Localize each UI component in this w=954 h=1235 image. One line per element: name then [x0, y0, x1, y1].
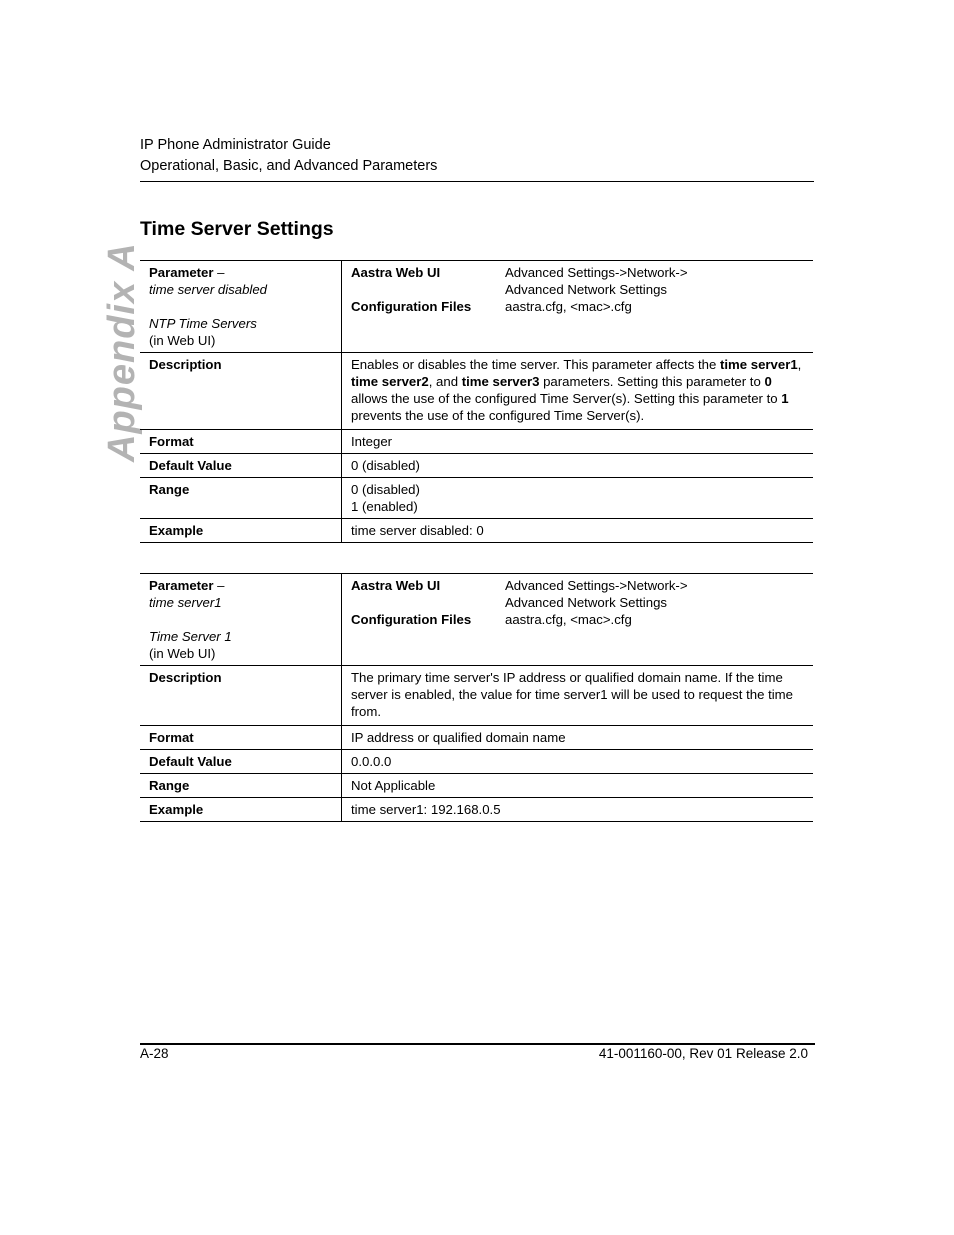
parameter-label: Parameter [149, 578, 214, 593]
default-value: 0.0.0.0 [342, 750, 814, 774]
parameter-cell [140, 574, 342, 666]
example-value: time server disabled: 0 [342, 519, 814, 543]
appendix-side-tab [101, 242, 143, 462]
table-row-description [140, 666, 813, 726]
range-label: Range [140, 774, 342, 798]
parameter-name: time server disabled [149, 282, 268, 297]
parameter-name: time server1 [149, 595, 222, 610]
format-value: Integer [342, 430, 814, 454]
webui-label: Aastra Web UI [351, 578, 441, 593]
example-label: Example [140, 519, 342, 543]
parameter-cell [140, 261, 342, 353]
default-label: Default Value [140, 454, 342, 478]
table-row-example [140, 519, 813, 543]
parameter-table-time-server-disabled [140, 260, 813, 543]
example-label: Example [140, 798, 342, 822]
parameter-label: Parameter [149, 265, 214, 280]
table-row-parameter [140, 261, 813, 353]
table-row-default [140, 454, 813, 478]
format-label: Format [140, 726, 342, 750]
webui-note: (in Web UI) [149, 646, 216, 661]
document-id: 41-001160-00, Rev 01 Release 2.0 [598, 1046, 808, 1061]
range-value: Not Applicable [342, 774, 814, 798]
table-row-default [140, 750, 813, 774]
webui-note: (in Web UI) [149, 333, 216, 348]
range-line2: 1 (enabled) [351, 499, 418, 514]
webui-label: Aastra Web UI [351, 265, 441, 280]
config-files-label: Configuration Files [351, 299, 472, 314]
description-value: The primary time server's IP address or qualified domain name. If the time server is enabled, the value for time server1 will be used to request the time from. [342, 666, 814, 726]
webui-path-line2: Advanced Network Settings [505, 595, 667, 610]
table-row-parameter [140, 574, 813, 666]
range-value [342, 478, 814, 519]
appendix-label: Appendix A [101, 242, 143, 462]
parameter-dash: – [213, 578, 225, 593]
table-row-format [140, 726, 813, 750]
table-row-format [140, 430, 813, 454]
default-value: 0 (disabled) [342, 454, 814, 478]
table-row-range [140, 774, 813, 798]
config-files-label: Configuration Files [351, 612, 472, 627]
table-row-example [140, 798, 813, 822]
format-value: IP address or qualified domain name [342, 726, 814, 750]
parameter-dash: – [213, 265, 225, 280]
format-label: Format [140, 430, 342, 454]
example-value: time server1: 192.168.0.5 [342, 798, 814, 822]
config-files-value: aastra.cfg, <mac>.cfg [505, 612, 632, 627]
default-label: Default Value [140, 750, 342, 774]
table-row-range [140, 478, 813, 519]
range-line1: 0 (disabled) [351, 482, 420, 497]
description-value: Enables or disables the time server. This parameter affects the time server1, time server2, and time server3 parameters. Setting this parameter to 0 allows the use of the configured Time Server(s). Setting this parameter to 1 prevents the use of the configured Time Server(s). [342, 353, 814, 430]
page-number: A-28 [140, 1046, 169, 1061]
config-files-value: aastra.cfg, <mac>.cfg [505, 299, 632, 314]
table-row-description [140, 353, 813, 430]
location-cell [342, 574, 814, 666]
webui-field-name: NTP Time Servers [149, 316, 257, 331]
header-guide-title: IP Phone Administrator Guide [140, 137, 331, 153]
parameter-table-time-server1 [140, 573, 813, 822]
description-label: Description [140, 666, 342, 726]
webui-path-line1: Advanced Settings->Network-> [505, 265, 688, 280]
location-cell [342, 261, 814, 353]
range-label: Range [140, 478, 342, 519]
page-header [140, 135, 814, 177]
header-divider [140, 181, 814, 182]
webui-field-name: Time Server 1 [149, 629, 232, 644]
section-title: Time Server Settings [140, 218, 334, 240]
description-label: Description [140, 353, 342, 430]
footer-divider [140, 1043, 815, 1045]
webui-path-line1: Advanced Settings->Network-> [505, 578, 688, 593]
header-section-title: Operational, Basic, and Advanced Parameters [140, 158, 438, 174]
webui-path-line2: Advanced Network Settings [505, 282, 667, 297]
